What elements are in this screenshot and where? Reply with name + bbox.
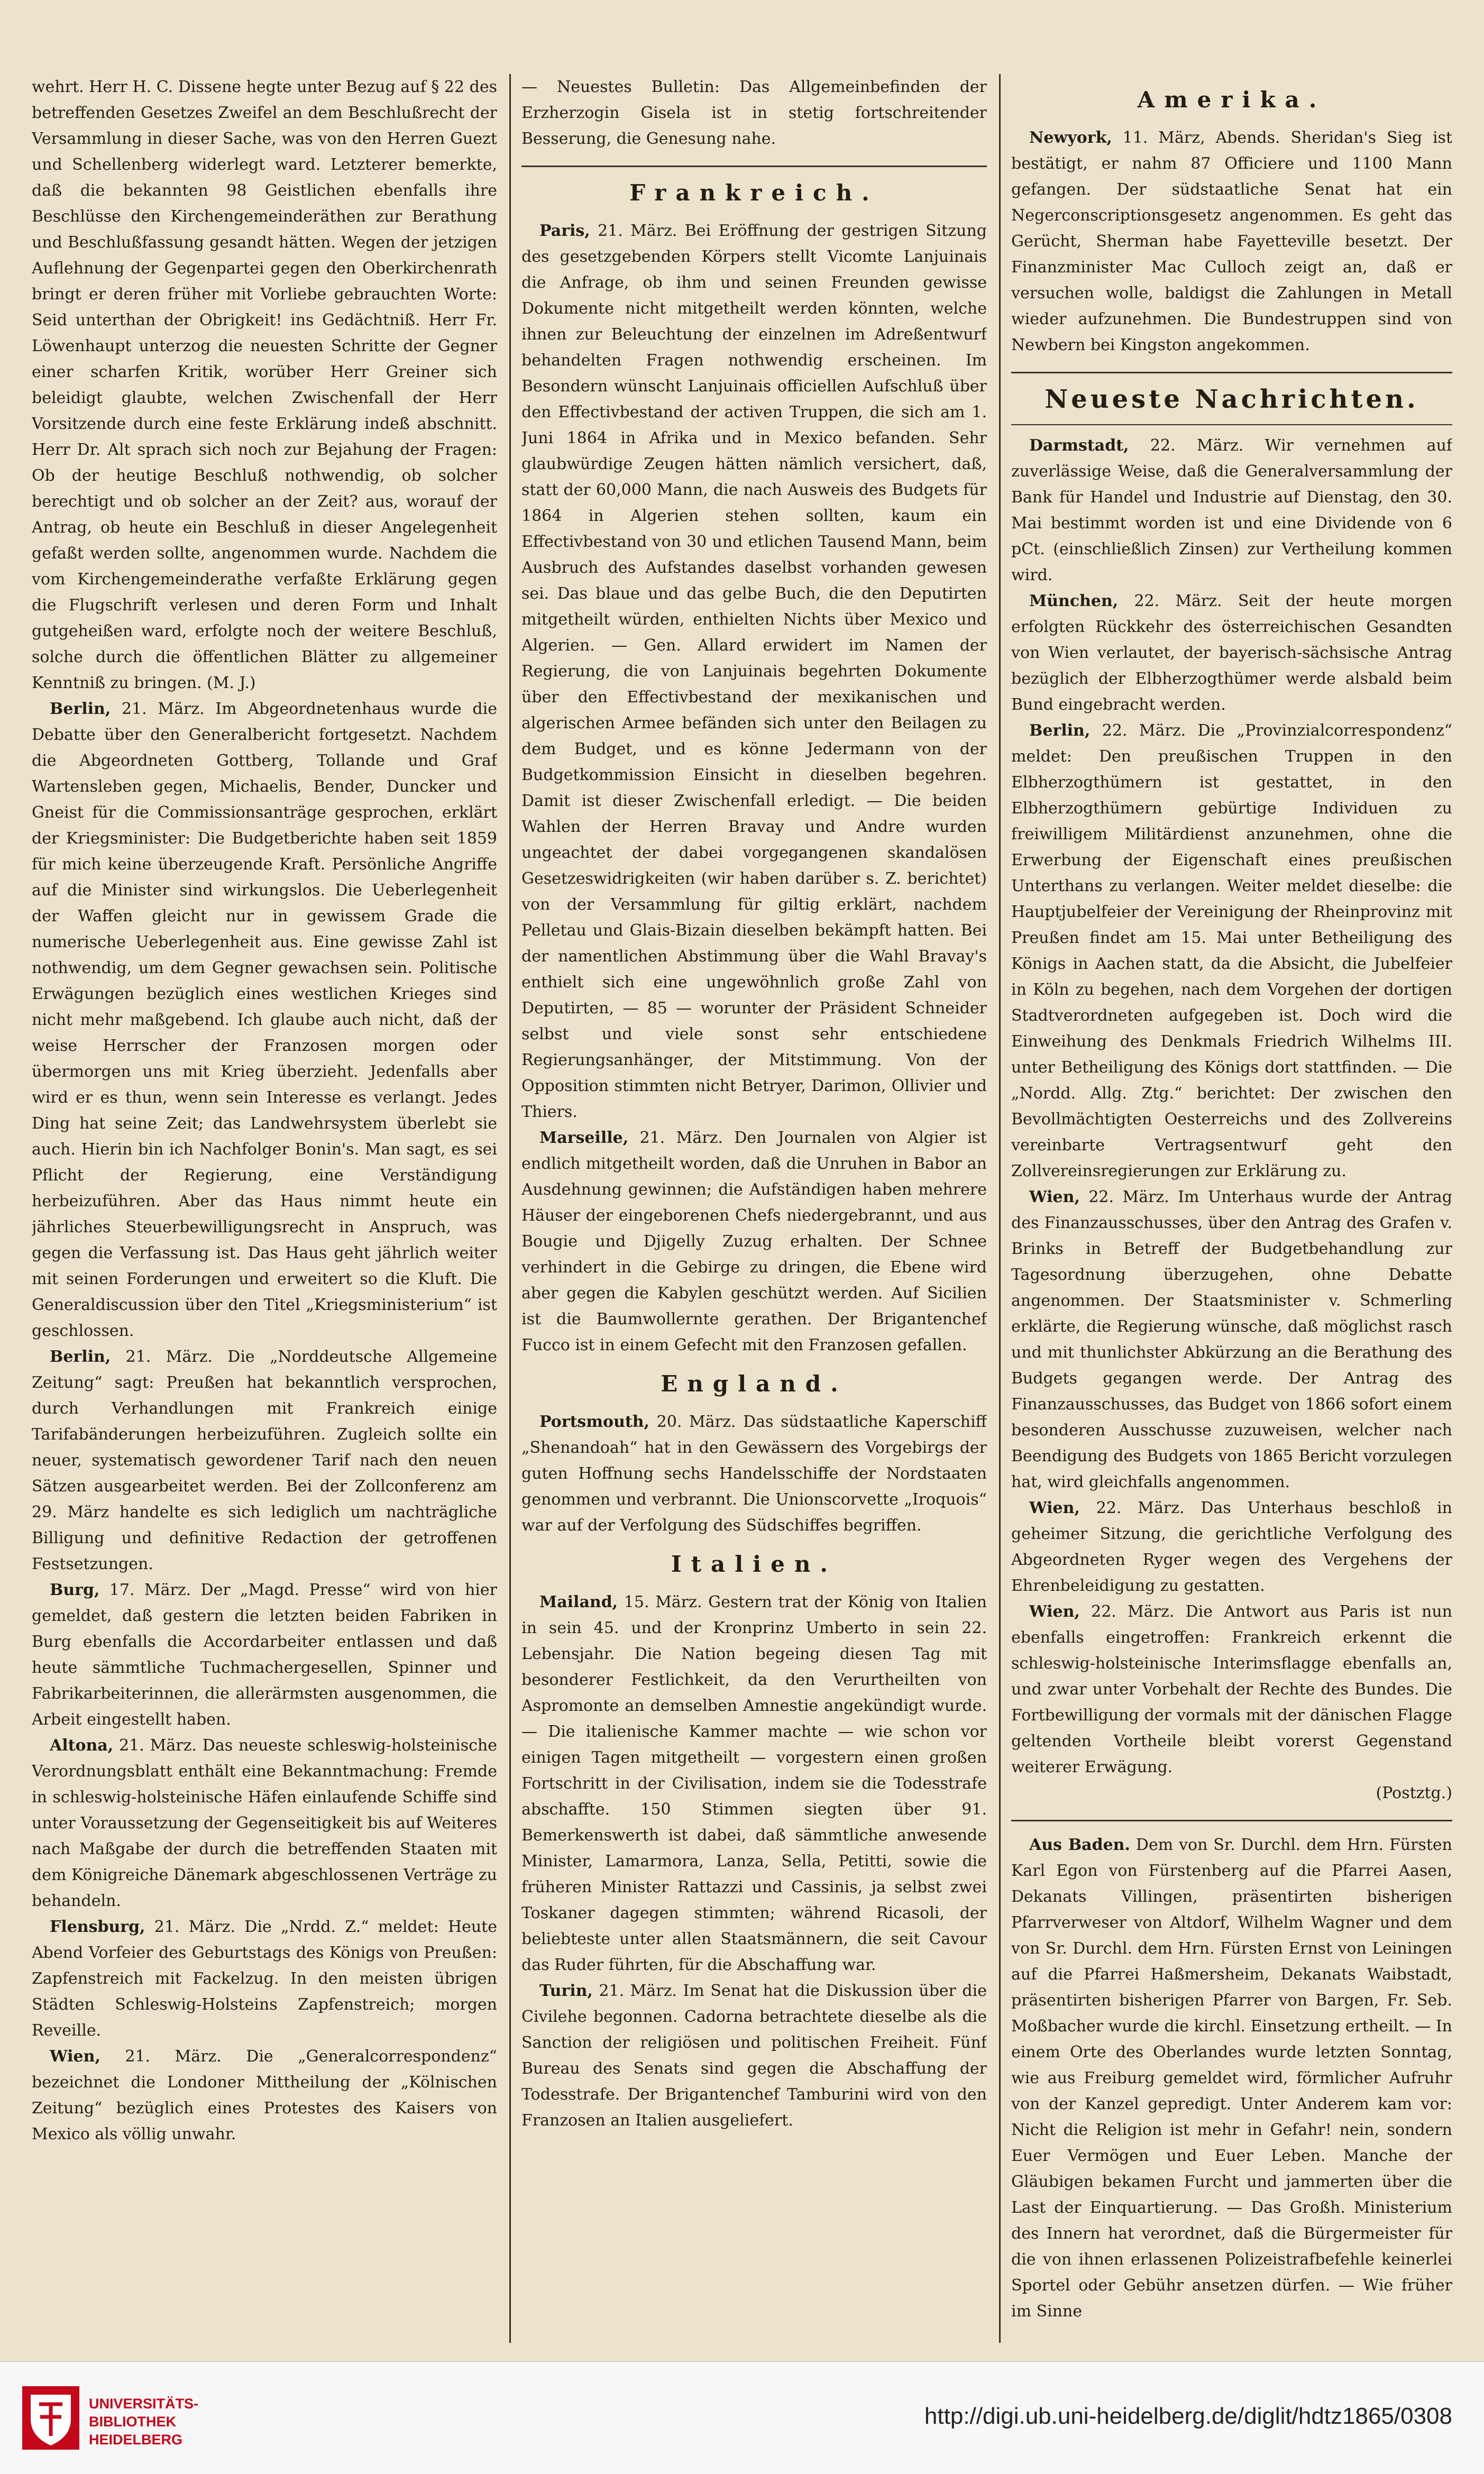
article-paragraph bbox=[32, 696, 497, 1344]
article-paragraph bbox=[32, 1344, 497, 1577]
article-paragraph bbox=[1011, 125, 1452, 358]
article-text: 21. März. Im Senat hat die Diskussion über die Civilehe begonnen. Cadorna betrachtete dieselbe als die Sanction der religiösen und politischen Freiheit. Fünf Bureau des Senats sind gegen die Abschaffung der Todesstrafe. Der Brigantenchef Tamburini wird von den Franzosen an Italien ausgeliefert. bbox=[521, 1982, 987, 2130]
dateline: Flensburg, bbox=[50, 1918, 145, 1936]
article-text: 22. März. Seit der heute morgen erfolgten Rückkehr des österreichischen Gesandten von Wien verlautet, der bayerisch-sächsische Antrag bezüglich der Elbherzogthümer werde alsbald beim Bund eingebracht werden. bbox=[1011, 592, 1452, 714]
dateline: Wien, bbox=[1029, 1188, 1080, 1206]
article-text: 22. März. Das Unterhaus beschloß in geheimer Sitzung, die gerichtliche Verfolgung des Abgeordneten Ryger wegen des Vergehens der Ehrenbeleidigung zu gestatten. bbox=[1011, 1499, 1452, 1595]
library-logo bbox=[21, 2385, 199, 2454]
column-divider bbox=[999, 74, 1001, 2343]
dateline: Berlin, bbox=[1029, 721, 1091, 740]
article-paragraph bbox=[32, 1577, 497, 1733]
article-paragraph bbox=[1011, 1184, 1452, 1495]
section-heading: Frankreich. bbox=[629, 180, 879, 206]
article-paragraph bbox=[521, 74, 987, 152]
article-paragraph bbox=[32, 74, 497, 696]
permalink-url[interactable]: http://digi.ub.uni-heidelberg.de/diglit/hdtz1865/0308 bbox=[924, 2403, 1452, 2429]
article-paragraph bbox=[1011, 718, 1452, 1184]
newspaper-page bbox=[32, 74, 1452, 2348]
dateline: Wien, bbox=[50, 2047, 100, 2066]
article-paragraph bbox=[32, 2044, 497, 2147]
dateline: Wien, bbox=[1029, 1602, 1080, 1621]
dateline: Newyork, bbox=[1029, 129, 1112, 147]
article-text: — Neuestes Bulletin: Das Allgemeinbefinden der Erzherzogin Gisela ist in stetig fortschreitender Besserung, die Genesung nahe. bbox=[521, 78, 987, 148]
article-text: 17. März. Der „Magd. Presse“ wird von hier gemeldet, daß gestern die letzten beiden Fabriken in Burg ebenfalls die Accordarbeiter entlassen und daß heute sämmtliche Tuchmachergesellen, Spinner und Fabrikarbeiterinnen, die allerärmsten ausgenommen, die Arbeit eingestellt haben. bbox=[32, 1581, 497, 1729]
logo-line: UNIVERSITÄTS- bbox=[89, 2396, 199, 2412]
article-paragraph bbox=[1011, 1495, 1452, 1599]
article-paragraph bbox=[521, 1409, 987, 1538]
article-text: 21. März. Das neueste schleswig-holsteinische Verordnungsblatt enthält eine Bekanntmachung: Fremde in schleswig-holsteinische Häfen einlaufende Schiffe sind unter Voraussetzung der Gegenseitigkeit bis auf Weiteres nach Maßgabe der durch die betreffenden Staaten mit dem Königreiche Dänemark abgeschlossenen Verträge zu behandeln. bbox=[32, 1736, 497, 1910]
article-text: 21. März. Bei Eröffnung der gestrigen Sitzung des gesetzgebenden Körpers stellt Vicomte Lanjuinais die Anfrage, ob ihm und seinen Freunden gewisse Dokumente nicht mitgetheilt werden könnten, welche ihnen zur Beleuchtung der einzelnen im Adreßentwurf behandelten Fragen nothwendig erscheinen. Im Besondern wünscht Lanjuinais officiellen Aufschluß über den Effectivbestand der activen Truppen, die sich am 1. Juni 1864 in Afrika und in Mexico befanden. Sehr glaubwürdige Zeugen hätten nämlich versichert, daß, statt der 60,000 Mann, die nach Ausweis des Budgets für 1864 in Algerien stehen sollten, kaum ein Effectivbestand von 30 und etlichen Tausend Mann, beim Ausbruch des Aufstandes daselbst vorhanden gewesen sei. Das blaue und das gelbe Buch, die den Deputirten mitgetheilt würden, enthielten Nichts über Mexico und Algerien. — Gen. Allard erwidert im Namen der Regierung, die von Lanjuinais begehrten Dokumente über den Effectivbestand der mexikanischen und algerischen Armee befänden sich unter den Beilagen zu dem Budget, und es könne Jedermann von der Budgetkommission Einsicht in dieselben begehren. Damit ist dieser Zwischenfall erledigt. — Die beiden Wahlen der Herren Bravay und Andre wurden ungeachtet der dabei vorgegangenen skandalösen Gesetzeswidrigkeiten (wir haben darüber s. Z. berichtet) von der Versammlung für giltig erklärt, nachdem Pelletau und Glais-Bizain dieselben bekämpft hatten. Bei der namentlichen Abstimmung über die Wahl Bravay's enthielt sich eine ungewöhnlich große Zahl von Deputirten, — 85 — worunter der Präsident Schneider selbst und viele sonst sehr entschiedene Regierungsanhänger, der Mitstimmung. Von der Opposition stimmten nicht Betryer, Darimon, Ollivier und Thiers. bbox=[521, 222, 987, 1121]
column-2 bbox=[521, 74, 987, 2343]
article-text: 21. März. Den Journalen von Algier ist endlich mitgetheilt worden, daß die Unruhen in Babor an Ausdehnung gewinnen; die Aufständigen haben mehrere Häuser der eingeborenen Chefs niedergebrannt, und aus Bougie und Djigelly Zuzug erhalten. Der Schnee verhindert in die Gebirge zu dringen, die Ebene wird aber gegen die Kabylen geschützt werden. Auf Sicilien ist die Baumwollernte gerathen. Der Brigantenchef Fucco ist in einem Gefecht mit den Franzosen gefallen. bbox=[521, 1129, 987, 1354]
section-rule bbox=[521, 166, 987, 167]
dateline: Berlin, bbox=[50, 700, 111, 718]
article-paragraph bbox=[32, 1733, 497, 1914]
article-paragraph bbox=[521, 1978, 987, 2133]
logo-line: HEIDELBERG bbox=[89, 2432, 183, 2448]
article-text: 21. März. Die „Generalcorrespondenz“ bezeichnet die Londoner Mittheilung der „Kölnischen Zeitung“ bezüglich eines Protestes des Kaisers von Mexico als völlig unwahr. bbox=[32, 2047, 497, 2143]
article-text: 21. März. Im Abgeordnetenhaus wurde die Debatte über den Generalbericht fortgesetzt. Nachdem die Abgeordneten Gottberg, Tollande und Graf Wartensleben gegen, Michaelis, Bender, Duncker und Gneist für die Commissionsanträge gesprochen, erklärt der Kriegsminister: Die Budgetberichte haben seit 1859 für mich keine überzeugende Kraft. Persönliche Angriffe auf die Minister sind wirkungslos. Die Ueberlegenheit der Waffen gleicht nur in gewissem Grade die numerische Ueberlegenheit aus. Eine gewisse Zahl ist nothwendig, um dem Gegner gewachsen sein. Politische Erwägungen bezüglich eines westlichen Krieges sind nicht mehr maßgebend. Ich glaube auch nicht, daß der weise Herrscher der Franzosen morgen oder übermorgen uns mit Krieg überzieht. Jedenfalls aber wird er es thun, wenn sein Interesse es verlangt. Jedes Ding hat seine Zeit; das Landwehrsystem überlebt sie auch. Hierin bin ich Nachfolger Bonin's. Man sagt, es sei Pflicht der Regierung, eine Verständigung herbeizuführen. Aber das Haus nimmt heute ein jährliches Steuerbewilligungsrecht in Anspruch, was gegen die Verfassung ist. Das Haus geht jährlich weiter mit seinen Forderungen und erweitert so die Kluft. Die Generaldiscussion über den Titel „Kriegsministerium“ ist geschlossen. bbox=[32, 700, 497, 1340]
dateline: Paris, bbox=[539, 222, 590, 240]
article-text: 22. März. Die Antwort aus Paris ist nun ebenfalls eingetroffen: Frankreich erkennt die schleswig-holsteinische Interimsflagge ebenfalls an, und zwar unter Vorbehalt der Rechte des Bundes. Die Fortbewilligung der vormals mit der dänischen Flagge geltenden Vortheile bleibt vorerst Gegenstand weiterer Erwägung. bbox=[1011, 1602, 1452, 1776]
dateline: Marseille, bbox=[539, 1129, 629, 1147]
article-paragraph bbox=[521, 218, 987, 1125]
article-text: 22. März. Im Unterhaus wurde der Antrag des Finanzausschusses, über den Antrag des Grafen v. Brinks in Betreff der Budgetbehandlung zur Tagesordnung überzugehen, ohne Debatte angenommen. Der Staatsminister v. Schmerling erklärte, die Regierung wünsche, daß möglichst rasch und mit thunlichster Abkürzung an die Berathung des Budgets gegangen werde. Der Antrag des Finanzausschusses, das Budget von 1866 sofort einem besonderen Ausschusse zuzuweisen, welcher nach Beendigung des Budgets von 1865 Bericht vorzulegen hat, wird gleichfalls angenommen. bbox=[1011, 1188, 1452, 1491]
article-text: 22. März. Wir vernehmen auf zuverlässige Weise, daß die Generalversammlung der Bank für Handel und Industrie auf Dienstag, den 30. Mai bestimmt worden ist und eine Dividende von 6 pCt. (einschließlich Zinsen) zur Vertheilung kommen wird. bbox=[1011, 436, 1452, 584]
section-rule bbox=[1011, 1820, 1452, 1821]
article-paragraph bbox=[32, 1914, 497, 2044]
article-paragraph bbox=[521, 1125, 987, 1358]
dateline: München, bbox=[1029, 592, 1119, 610]
article-paragraph bbox=[521, 1589, 987, 1978]
section-heading: Amerika. bbox=[1137, 87, 1326, 113]
section-heading: England. bbox=[661, 1371, 848, 1397]
article-text: 20. März. Das südstaatliche Kaperschiff „Shenandoah“ hat in den Gewässern des Vorgebirgs der guten Hoffnung sechs Handelsschiffe der Nordstaaten genommen und verbrannt. Die Unionscorvette „Iroquois“ war auf der Verfolgung des Südschiffes begriffen. bbox=[521, 1413, 987, 1535]
dateline: Burg, bbox=[50, 1581, 100, 1599]
section-heading: Neueste Nachrichten. bbox=[1045, 384, 1419, 414]
column-1 bbox=[32, 74, 497, 2343]
article-text: wehrt. Herr H. C. Dissene hegte unter Bezug auf § 22 des betreffenden Gesetzes Zweifel an dem Beschlußrecht der Versammlung in dieser Sache, was von den Herren Guezt und Schellenberg widerlegt ward. Letzterer bemerkte, daß die bekannten 98 Geistlichen ebenfalls ihre Beschlüsse den Kirchengemeinderäthen zur Berathung und Beschlußfassung gesandt hätten. Wegen der jetzigen Auflehnung der Gegenpartei gegen den Oberkirchenrath bringt er deren früher mit Vorliebe gebrauchten Worte: Seid unterthan der Obrigkeit! ins Gedächtniß. Herr Fr. Löwenhaupt unterzog die neuesten Schritte der Gegner einer scharfen Kritik, worüber Herr Greiner sich beleidigt glaubte, welchen Zwischenfall der Herr Vorsitzende durch eine feste Erklärung indeß abschnitt. Herr Dr. Alt sprach sich noch zur Bejahung der Fragen: Ob der heutige Beschluß nothwendig, ob solcher berechtigt und ob solcher an der Zeit? aus, worauf der Antrag, ob heute ein Beschluß in dieser Angelegenheit gefaßt werden sollte, angenommen wurde. Nachdem die vom Kirchengemeinderathe verfaßte Erklärung gegen die Flugschrift verlesen und deren Form und Inhalt gutgeheißen ward, erfolgte noch der weitere Beschluß, solche durch die öffentlichen Blätter zu allgemeiner Kenntniß zu bringen. (M. J.) bbox=[32, 78, 497, 692]
dateline: Altona, bbox=[50, 1736, 114, 1755]
column-divider bbox=[509, 74, 511, 2343]
dateline: Portsmouth, bbox=[539, 1413, 649, 1431]
dateline: Berlin, bbox=[50, 1348, 111, 1366]
library-seal-icon bbox=[21, 2385, 80, 2451]
dateline: Turin, bbox=[539, 1982, 593, 2000]
article-paragraph bbox=[1011, 1832, 1452, 2324]
section-rule bbox=[1011, 424, 1452, 425]
article-paragraph bbox=[1011, 433, 1452, 588]
article-text: 21. März. Die „Norddeutsche Allgemeine Zeitung“ sagt: Preußen hat bekanntlich versprochen, durch Verhandlungen mit Frankreich einige Tarifabänderungen herbeizuführen. Zugleich sollte ein neuer, systematisch gewordener Tarif nach den neuen Sätzen ausgearbeitet werden. Bei der Zollconferenz am 29. März handelte es sich lediglich um nachträgliche Billigung und definitive Redaction der getroffenen Festsetzungen. bbox=[32, 1348, 497, 1573]
article-text: 22. März. Die „Provinzialcorrespondenz“ meldet: Den preußischen Truppen in den Elbherzogthümern ist gestattet, in den Elbherzogthümern gebürtige Individuen zu freiwilligem Militärdienst anzunehmen, ohne die Erwerbung der Eigenschaft eines preußischen Unterthans zu verlangen. Weiter meldet dieselbe: die Hauptjubelfeier der Vereinigung der Rheinprovinz mit Preußen findet am 15. Mai unter Betheiligung des Königs in Aachen statt, da die Absicht, die Jubelfeier in Köln zu begehen, nach dem Vorgehen der dortigen Stadtverordneten aufgegeben ist. Doch wird die Einweihung des Denkmals Friedrich Wilhelms III. unter Betheiligung des Königs dort stattfinden. — Die „Nordd. Allg. Ztg.“ berichtet: Der zwischen den Bevollmächtigten Oesterreichs und des Zollvereins vereinbarte Vertragsentwurf geht den Zollvereinsregierungen zur Erklärung zu. bbox=[1011, 721, 1452, 1180]
article-text: 11. März, Abends. Sheridan's Sieg ist bestätigt, er nahm 87 Officiere und 1100 Mann gefangen. Der südstaatliche Senat hat ein Negerconscriptionsgesetz angenommen. Es geht das Gerücht, Sherman habe Fayetteville besetzt. Der Finanzminister Mac Culloch zeigt an, daß er versuchen wolle, baldigst die Zahlungen in Metall wieder aufzunehmen. Die Bundestruppen sind von Newbern bei Kingston angekommen. bbox=[1011, 129, 1452, 354]
section-heading: Italien. bbox=[671, 1551, 838, 1577]
article-text: 15. März. Gestern trat der König von Italien in sein 45. und der Kronprinz Umberto in sein 22. Lebensjahr. Die Nation begeing diesen Tag mit besonderer Festlichkeit, da den Verurtheilten von Aspromonte an demselben Amnestie angekündigt wurde. — Die italienische Kammer machte — wie schon vor einigen Tagen mitgetheilt — vorgestern einen großen Fortschritt in der Civilisation, indem sie die Todesstrafe abschaffte. 150 Stimmen siegten über 91. Bemerkenswerth ist dabei, daß sämmtliche anwesende Minister, Lamarmora, Lanza, Sella, Petitti, sowie die früheren Minister Rattazzi und Cassinis, ja selbst zwei Toskaner dagegen stimmten; während Ricasoli, der beliebteste unter allen Staatsmännern, die seit Cavour das Ruder führten, für die Abschaffung war. bbox=[521, 1593, 987, 1974]
article-text: Dem von Sr. Durchl. dem Hrn. Fürsten Karl Egon von Fürstenberg auf die Pfarrei Aasen, Dekanats Villingen, präsentirten bisherigen Pfarrverweser von Altdorf, Wilhelm Wagner und dem von Sr. Durchl. dem Hrn. Fürsten Ernst von Leiningen auf die Pfarrei Haßmersheim, Dekanats Waibstadt, präsentirten bisherigen Pfarrer von Bargen, Fr. Seb. Moßbacher wurde die kirchl. Einsetzung ertheilt. — In einem Orte des Oberlandes wurde letzten Sonntag, wie aus Freiburg gemeldet wird, förmlicher Aufruhr von der Kanzel gepredigt. Unter Anderem kam vor: Nicht die Religion ist mehr in Gefahr! nein, sondern Euer Vermögen und Euer Leben. Manche der Gläubigen bekamen Furcht und jammerten über die Last der Einquartierung. — Das Großh. Ministerium des Innern hat verordnet, daß die Bürgermeister für die von ihnen erlassenen Polizeistrafbefehle keinerlei Sportel oder Gebühr ansetzen dürfen. — Wie früher im Sinne bbox=[1011, 1836, 1452, 2321]
article-paragraph bbox=[1011, 588, 1452, 718]
section-rule bbox=[1011, 372, 1452, 373]
column-3 bbox=[1011, 74, 1452, 2343]
article-paragraph bbox=[1011, 1599, 1452, 1780]
logo-line: BIBLIOTHEK bbox=[89, 2414, 176, 2430]
dateline: Aus Baden. bbox=[1029, 1836, 1130, 1854]
viewer-footer bbox=[0, 2361, 1484, 2474]
source-credit: (Postztg.) bbox=[1376, 1784, 1452, 1802]
dateline: Wien, bbox=[1029, 1499, 1080, 1517]
dateline: Mailand, bbox=[539, 1593, 618, 1611]
dateline: Darmstadt, bbox=[1029, 436, 1129, 455]
article-text: 21. März. Die „Nrdd. Z.“ meldet: Heute Abend Vorfeier des Geburtstags des Königs von Preußen: Zapfenstreich mit Fackelzug. In den meisten übrigen Städten Schleswig-Holsteins Zapfenstreich; morgen Reveille. bbox=[32, 1918, 497, 2040]
